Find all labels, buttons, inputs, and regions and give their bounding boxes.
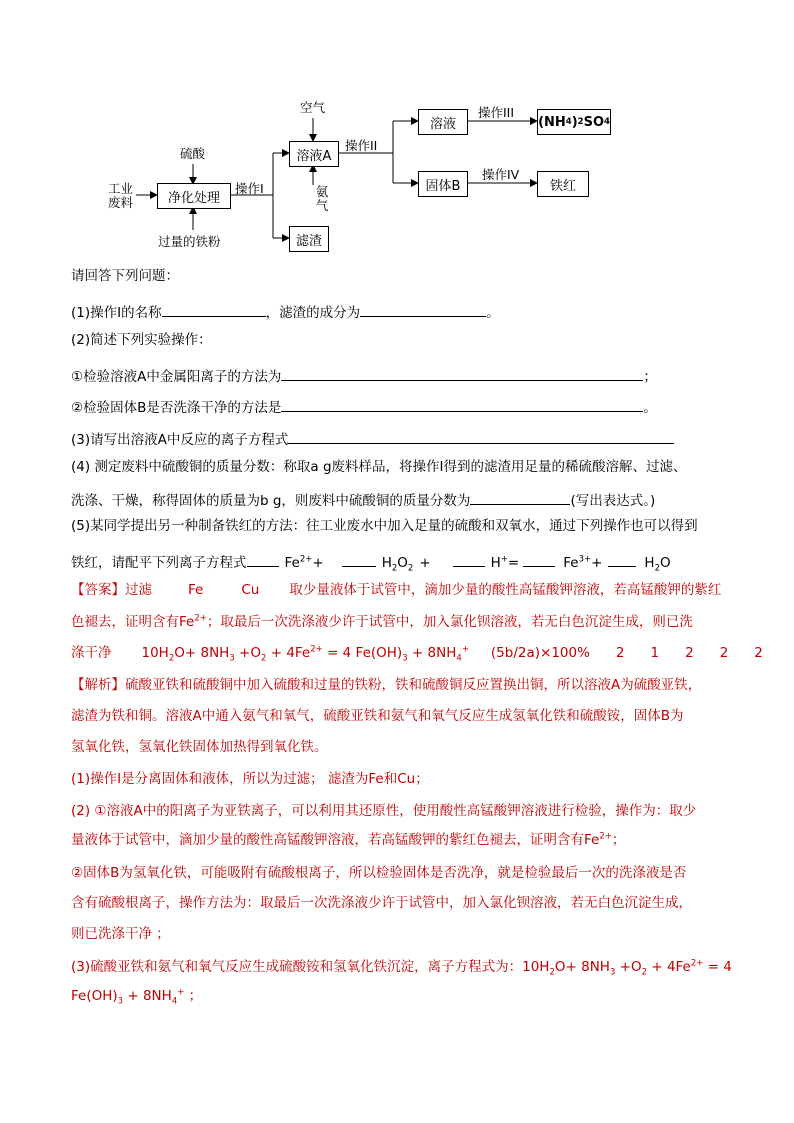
answer-4-line1: 取少量液体于试管中，滴加少量的酸性高锰酸钾溶液，若高锰酸钾的紫红 bbox=[289, 582, 722, 598]
q5-fe3-charge: 3+ bbox=[578, 554, 592, 565]
analysis-line-2: 滤渣为铁和铜。溶液A中通入氨气和氧气，硫酸亚铁和氨气和氧气反应生成氢氧化铁和硫酸铵，固体B为 bbox=[71, 708, 684, 724]
analysis-line-6 bbox=[71, 831, 626, 848]
analysis-p5-l2-b: + 8NH bbox=[123, 988, 172, 1004]
q2-1-blank[interactable] bbox=[281, 366, 643, 381]
analysis-eq-1s: 2 bbox=[549, 967, 555, 978]
q5-h: H bbox=[490, 555, 501, 571]
q5-fe: Fe bbox=[284, 555, 300, 571]
answer-4-line2-b: ；取最后一次洗涤液少许于试管中，加入氯化钡溶液，若无白色沉淀生成，则已洗 bbox=[206, 614, 693, 630]
analysis-line-5: (2) ①溶液A中的阳离子为亚铁离子，可以利用其还原性，使用酸性高锰酸钾溶液进行检验，操作为：取少 bbox=[71, 803, 697, 819]
answer-coef-3: 2 bbox=[685, 645, 694, 661]
analysis-line-9: 则已洗涤干净 ； bbox=[71, 926, 170, 942]
analysis-eq-2: O+ 8NH bbox=[554, 959, 610, 975]
analysis-line-7: ②固体B为氢氧化铁，可能吸附有硫酸根离子，所以检验固体是否洗净，就是检验最后一次的洗涤液是否 bbox=[71, 865, 687, 881]
q5-h2o2-h: H bbox=[381, 555, 392, 571]
nh4-suffix: SO bbox=[583, 114, 604, 130]
op1-label: 操作I bbox=[235, 181, 264, 196]
analysis-eq-1: 10H bbox=[522, 959, 550, 975]
answer-eq-3: +O bbox=[234, 645, 261, 661]
q2-2-line bbox=[71, 397, 657, 416]
answer-tag: 【答案】 bbox=[71, 582, 125, 598]
q2-1-end: ； bbox=[643, 369, 657, 385]
q4-text-b: (写出表达式。) bbox=[570, 493, 656, 509]
answer-2: Fe bbox=[188, 582, 204, 598]
q2-2-blank[interactable] bbox=[281, 397, 643, 412]
q5-text-a: 铁红，请配平下列离子方程式 bbox=[71, 555, 247, 571]
ammonia-line1: 氨 bbox=[315, 184, 329, 199]
q5-h2o2-s1: 2 bbox=[391, 563, 398, 574]
q3-line bbox=[71, 429, 674, 448]
op2-label: 操作II bbox=[345, 138, 378, 153]
waste-label-line1: 工业 bbox=[108, 181, 134, 196]
q2-2-end: 。 bbox=[643, 400, 657, 416]
analysis-p5-l2-c: + bbox=[177, 987, 185, 998]
q1-text-b: ，滤渣的成分为 bbox=[265, 305, 361, 321]
purify-box: 净化处理 bbox=[157, 183, 231, 209]
q5-equals: = bbox=[507, 555, 520, 571]
answer-4-line2-a: 色褪去，证明含有Fe bbox=[71, 614, 195, 630]
analysis-p1-line1: 硫酸亚铁和硫酸铜中加入硫酸和过量的铁粉，铁和硫酸铜反应置换出铜，所以溶液A为硫酸亚铁， bbox=[125, 677, 702, 693]
q5-plus-2: + bbox=[419, 555, 431, 571]
q5-plus-3: + bbox=[591, 555, 603, 571]
analysis-eq-3s: 2 bbox=[641, 967, 648, 978]
q5-blank-1[interactable] bbox=[247, 552, 279, 567]
q5-h-charge: + bbox=[500, 554, 508, 565]
q5-blank-4[interactable] bbox=[523, 552, 555, 567]
analysis-line-3: 氢氧化铁，氢氧化铁固体加热得到氧化铁。 bbox=[71, 739, 328, 755]
analysis-p5-text: (3)硫酸亚铁和氨气和氧气反应生成硫酸铵和氢氧化铁沉淀，离子方程式为： bbox=[71, 959, 523, 975]
analysis-line-1 bbox=[71, 679, 701, 693]
answer-eq-3s: 2 bbox=[261, 653, 267, 664]
nh4-prefix: (NH bbox=[538, 114, 566, 130]
q5-line-1: (5)某同学提出另一种制备铁红的方法：往工业废水中加入足量的硫酸和双氧水，通过下列操作也可以得到 bbox=[71, 518, 698, 534]
answer-4-line3: 涤干净 bbox=[71, 645, 112, 661]
q4-line-1: (4) 测定废料中硫酸铜的质量分数：称取a g废料样品，将操作Ⅰ得到的滤渣用足量的稀硫酸溶解、过滤、 bbox=[71, 459, 687, 475]
residue-box: 滤渣 bbox=[289, 226, 329, 252]
q3-text: (3)请写出溶液A中反应的离子方程式 bbox=[71, 432, 289, 448]
q5-h2o-h: H bbox=[644, 555, 655, 571]
q5-blank-3[interactable] bbox=[453, 552, 485, 567]
answer-eq-6c: + bbox=[461, 644, 469, 655]
analysis-line-10 bbox=[71, 958, 732, 978]
nh4-mid: ) bbox=[571, 114, 578, 130]
answer-eq-6: + 8NH bbox=[407, 645, 457, 661]
analysis-eq-3: +O bbox=[615, 959, 642, 975]
q5-blank-2[interactable] bbox=[342, 552, 376, 567]
q5-h2o-o: O bbox=[660, 555, 671, 571]
q1-text-a: (1)操作Ⅰ的名称 bbox=[71, 305, 162, 321]
analysis-p5-l2-d: ； bbox=[184, 988, 203, 1004]
solid-b-box: 固体B bbox=[418, 171, 468, 197]
analysis-eq-2s: 3 bbox=[609, 967, 616, 978]
flowchart-arrows bbox=[0, 0, 794, 260]
answer-coef-1: 2 bbox=[615, 645, 625, 661]
q2-1-text: ①检验溶液A中金属阳离子的方法为 bbox=[71, 369, 282, 385]
answer-eq-4c: 2+ bbox=[310, 644, 323, 655]
q5-fe3: Fe bbox=[563, 555, 579, 571]
intro-line: 请回答下列问题： bbox=[71, 268, 179, 284]
op4-label: 操作IV bbox=[482, 167, 520, 182]
answer-eq-5: = 4 Fe(OH) bbox=[322, 645, 403, 661]
q2-1-line bbox=[71, 366, 657, 385]
answer-3: Cu bbox=[241, 582, 260, 598]
answer-expression: (5b/2a)×100% bbox=[490, 645, 590, 661]
analysis-line-4: (1)操作Ⅰ是分离固体和液体，所以为过滤； 滤渣为Fe和Cu； bbox=[71, 771, 429, 787]
answer-eq-1: 10H bbox=[141, 645, 169, 661]
analysis-eq-5: = 4 bbox=[703, 959, 732, 975]
answer-line-3 bbox=[71, 644, 763, 664]
q4-text-a: 洗涤、干燥，称得固体的质量为b g，则废料中硫酸铜的质量分数为 bbox=[71, 493, 471, 509]
q5-fe-charge: 2+ bbox=[299, 554, 313, 565]
q5-h2o2-o: O bbox=[397, 555, 408, 571]
answer-coef-2: 1 bbox=[650, 645, 660, 661]
q1-blank-1[interactable] bbox=[162, 302, 266, 317]
waste-input-label bbox=[108, 182, 133, 211]
analysis-p5-l2-s: 3 bbox=[117, 996, 124, 1007]
answer-eq-6s: 4 bbox=[456, 653, 462, 664]
q4-line-2 bbox=[71, 490, 655, 509]
waste-label-line2: 废料 bbox=[108, 195, 134, 211]
analysis-tag: 【解析】 bbox=[71, 677, 125, 693]
analysis-p3-charge: 2+ bbox=[599, 831, 612, 842]
q5-h2o-s: 2 bbox=[654, 563, 660, 574]
analysis-p3-line2-a: 量液体于试管中，滴加少量的酸性高锰酸钾溶液，若高锰酸钾的紫红色褪去，证明含有Fe bbox=[71, 832, 600, 848]
analysis-p5-l2-s2: 4 bbox=[171, 996, 178, 1007]
answer-eq-2: O+ 8NH bbox=[174, 645, 230, 661]
analysis-p3-line2-b: ； bbox=[611, 832, 626, 848]
sulfuric-acid-label: 硫酸 bbox=[180, 146, 206, 161]
analysis-p5-l2-a: Fe(OH) bbox=[71, 988, 118, 1004]
ammonium-sulfate-box: (NH 4 ) 2 SO 4 bbox=[537, 109, 611, 135]
answer-1: 过滤 bbox=[125, 582, 152, 598]
air-label: 空气 bbox=[300, 100, 326, 115]
analysis-eq-4: + 4Fe bbox=[647, 959, 691, 975]
answer-eq-1s: 2 bbox=[168, 653, 175, 664]
q1-blank-2[interactable] bbox=[360, 302, 486, 317]
analysis-eq-4c: 2+ bbox=[690, 958, 704, 969]
q2-2-text: ②检验固体B是否洗涤干净的方法是 bbox=[71, 400, 282, 416]
excess-iron-label: 过量的铁粉 bbox=[158, 234, 221, 249]
process-flowchart bbox=[0, 0, 794, 260]
q5-plus-1: + bbox=[312, 555, 324, 571]
ammonia-label bbox=[314, 185, 330, 214]
analysis-line-8: 含有硫酸根离子，操作方法为：取最后一次洗涤液少许于试管中，加入氯化钡溶液，若无白色沉淀生成， bbox=[71, 895, 692, 911]
answer-coef-5: 2 bbox=[754, 645, 763, 661]
answer-line-2 bbox=[71, 613, 693, 630]
solution-a-box: 溶液A bbox=[289, 141, 339, 167]
answer-eq-2s: 3 bbox=[229, 653, 235, 664]
q4-blank[interactable] bbox=[470, 490, 570, 505]
q5-h2o2-s2: 2 bbox=[407, 563, 414, 574]
q2-line: (2)简述下列实验操作： bbox=[71, 332, 212, 348]
q5-blank-5[interactable] bbox=[608, 552, 636, 567]
ammonia-line2: 气 bbox=[315, 198, 329, 214]
q1-line bbox=[71, 302, 500, 321]
op3-label: 操作III bbox=[478, 105, 515, 120]
iron-red-box: 铁红 bbox=[537, 171, 589, 197]
answer-coef-4: 2 bbox=[719, 645, 729, 661]
answer-eq-5s: 3 bbox=[402, 653, 408, 664]
q3-blank[interactable] bbox=[288, 429, 674, 444]
analysis-line-11 bbox=[71, 987, 203, 1007]
answer-eq-4: + 4Fe bbox=[266, 645, 311, 661]
answer-line-1 bbox=[71, 584, 721, 598]
q5-line-2 bbox=[71, 552, 671, 574]
q1-end: 。 bbox=[486, 305, 500, 321]
solution-box: 溶液 bbox=[418, 109, 468, 135]
answer-4-charge: 2+ bbox=[194, 613, 207, 624]
